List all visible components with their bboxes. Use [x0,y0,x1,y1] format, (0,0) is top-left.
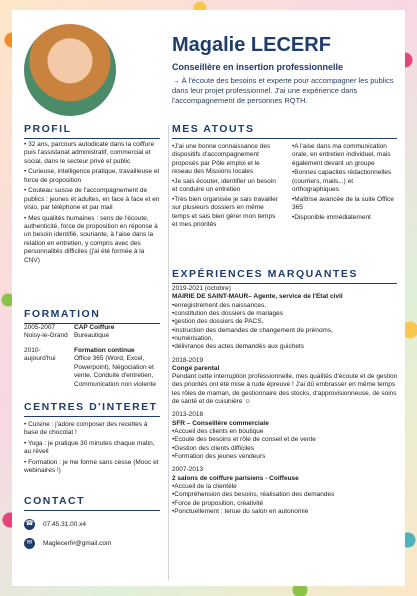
formation-detail: Bureautique [74,332,110,340]
experience-date: 2013-2018 [172,411,204,419]
phone-icon: ☎ [24,519,35,530]
atouts-heading: MES ATOUTS [172,123,397,139]
experience-line: •Compréhension des besoins, réalisation des demandes [172,491,335,499]
atouts-col2 [292,143,400,223]
experience-role: Congé parental [172,364,220,372]
contact-phone-row [24,519,160,530]
job-title: Conseillère en insertion professionnelle [172,62,344,72]
experience-line: Pendant cette interruption professionnelle, mes qualités d'écoute et de gestion des priorités ont été mise à rude épreuve ! J'ai dû embrasser en même temps les rôles de maman, de gestionnaire des stocks, d'approvisionneuse, de soins de santé et de cuisinière ☺ [172,373,398,406]
formation-place: Noisy-le-Grand [24,332,68,340]
atout-item: •Bonnes capacités rédactionnelles (courriers, mails...) et orthographiques [292,169,392,194]
experience-line: •constitution des dossiers de mariages [172,309,284,317]
experience-role: 2 salons de coiffure parisiens - Coiffeuse [172,474,299,482]
profil-item: • Mes qualités humaines : sens de l'écoute, authenticité, force de proposition en réponse à un besoin identifié, souriante, à l'aise dans la relation en entretien, y compris avec des personnalités difficiles (j'ai été formée à la CNV) [24,214,158,264]
experiences-heading: EXPÉRIENCES MARQUANTES [172,268,397,284]
formation-content [74,347,160,389]
formation-list [24,324,160,395]
experience-line: •enregistrement des naissances, [172,301,267,309]
experience-line: •Accueil des clients en boutique [172,428,264,435]
experience-role: MAIRIE DE SAINT-MAUR– Agente, service de l'Etat civil [172,293,343,301]
atout-item: •J'ai une bonne connaissance des dispositifs d'accompagnement proposés par Pôle emploi et le reseau des Missions locales [172,143,271,176]
interets-list [24,421,160,478]
intro-text: → À l'écoute des besoins et experte pour accompagner les publics dans leur projet professionnel. J'ai une expérience dans l'accompagnement de personnes RQTH. [172,76,394,105]
experience-line: •délivrance des actes demandés aux guichets [172,343,304,351]
candidate-name: Magalie LECERF [172,34,331,56]
experience-line: •Ponctuellement : tenue du salon en autonomie [172,507,309,515]
experience-line: •Formation des jeunes vendeurs [172,452,266,460]
profile-photo [24,24,116,116]
formation-heading: FORMATION [24,308,160,324]
contact-phone[interactable]: 07.45.31.00.x4 [43,521,87,529]
experience-block [172,357,400,407]
interet-item: • Cuisine : j'adore composer des recettes à base de chocolat ! [24,421,148,437]
experience-line: •Ecoute des besoins et rôle de conseil et de vente [172,436,316,444]
formation-detail: Office 365 (Word, Excel, Powerpoint), Négociation et vente, Conduite d'entretien, Communication non violente [74,355,157,388]
atout-item: •Je sais écouter, identifier un besoin et conduire un entretien [172,177,276,194]
formation-name: CAP Coiffure [74,324,115,331]
profil-item: • 32 ans, parcours autodicate dans la coiffure puis l'assistanat administratif, commercial et social, dans le secteur privé et public [24,141,155,165]
experiences-list [172,285,400,521]
contact-email-row [24,538,160,549]
email-icon: ✉ [24,538,35,549]
atout-item: •A l'aise dans ma communication orale, en entretien individuel, mais également devant un groupe [292,143,391,167]
profil-list [24,141,160,267]
formation-year: 2010- [24,346,41,354]
experience-block [172,466,400,516]
formation-year: 2005-2007 [24,324,56,331]
experience-line: •gestion des dossiers de PACS, [172,318,264,326]
formation-dates [24,324,68,341]
experience-line: •Accueil de la clientèle [172,482,237,490]
experience-block [172,411,400,461]
atouts-col1 [172,143,280,230]
formation-content [74,324,114,341]
experience-date: 2019-2021 (octobre) [172,285,231,292]
formation-dates [24,347,68,389]
experience-line: •Force de proposition, créativité [172,499,264,507]
experience-date: 2007-2013 [172,466,204,474]
atout-item: •Disponible immédiatement [292,213,371,221]
experience-block [172,285,400,352]
contact-email[interactable]: Maglecerf#@gmail.com [43,540,112,548]
formation-row [24,347,160,389]
experience-role: SFR – Conseillère commerciale [172,419,269,427]
experience-line: •instruction des demandes de changement de prénoms, [172,326,333,334]
profil-item: • Couteau suisse de l'accompagnement de publics : jeunes et adultes, en face à face et en visio, par téléphone et par mail [24,187,160,212]
profil-item: • Curieuse, intelligence pratique, travailleuse et force de proposition [24,168,160,184]
profil-heading: PROFIL [24,123,160,139]
cv-sheet [12,10,405,586]
formation-row [24,324,160,341]
experience-line: •numérisation, [172,334,214,342]
experience-line: •Gestion des clients difficiles [172,444,254,452]
contact-heading: CONTACT [24,495,160,511]
atout-item: •Très bien organisée je sais travailler sur plusieurs dossiers en même temps et sais bien gérer mon temps et mes priorités [172,195,279,228]
column-divider [168,125,169,580]
interet-item: • Yoga : je pratique 30 minutes chaque matin, au réveil [24,439,155,456]
interets-heading: CENTRES D'INTERET [24,401,160,417]
contact-list [24,519,160,551]
formation-place: aujourd'hui [24,355,56,363]
atout-item: •Maîtrise avancée de la suite Office 365 [292,195,394,212]
interet-item: • Formation : je me forme sans cesse (Mooc et webinaires !) [24,458,159,475]
experience-date: 2018-2019 [172,356,204,364]
formation-name: Formation continue [74,346,135,354]
